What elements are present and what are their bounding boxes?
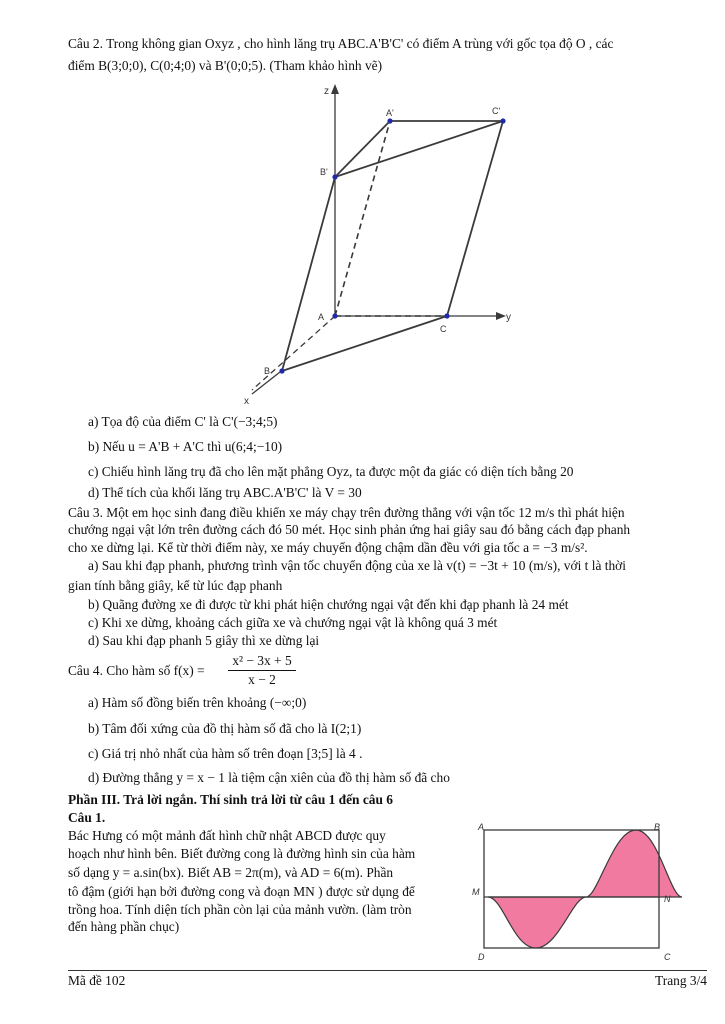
label-M: M — [472, 887, 480, 897]
label-z: z — [324, 86, 329, 97]
q3-line2: chướng ngại vật lớn trên đường cách đó 50 mét. Học sinh phản ứng hai giây sau đó bằng cách đạp phanh — [68, 522, 631, 537]
label-D: D — [478, 952, 485, 962]
label-B: B — [264, 366, 271, 376]
q3-line3: cho xe dừng lại. Kể từ thời điểm này, xe máy chuyển động chậm dần đều với gia tốc a = −3 m/s². — [68, 540, 588, 555]
part3-line1: Bác Hưng có một mảnh đất hình chữ nhật ABCD được quy — [68, 828, 386, 843]
q3-option-a-line2: gian tính bằng giây, kể từ lúc đạp phanh — [68, 578, 283, 593]
footer-exam-code: Mã đề 102 — [68, 973, 126, 988]
part3-q1-label: Câu 1. — [68, 810, 106, 825]
q3-option-a-line1: a) Sau khi đạp phanh, phương trình vận tốc chuyển động của xe là v(t) = −3t + 10 (m/s), với t là thời — [88, 558, 626, 573]
label-x: x — [244, 396, 249, 407]
q2-line1: Câu 2. Trong không gian Oxyz , cho hình lăng trụ ABC.A'B'C' có điểm A trùng với gốc tọa độ O , các — [68, 36, 614, 51]
q2-option-d: d) Thể tích của khối lăng trụ ABC.A'B'C' là V = 30 — [88, 485, 362, 500]
garden-figure — [468, 822, 688, 967]
q2-option-b: b) Nếu u = A'B + A'C thì u(6;4;−10) — [88, 439, 283, 454]
edge-B-B1 — [282, 177, 335, 371]
part3-line5: trồng hoa. Tính diện tích phần còn lại của mảnh vườn. (làm tròn — [68, 902, 412, 917]
q2-option-a: a) Tọa độ của điểm C' là C'(−3;4;5) — [88, 414, 278, 429]
q2-line2: điểm B(3;0;0), C(0;4;0) và B'(0;0;5). (Tham khảo hình vẽ) — [68, 58, 383, 73]
edge-B1-C1 — [335, 121, 503, 177]
label-y: y — [506, 312, 511, 323]
q3-line1: Câu 3. Một em học sinh đang điều khiển xe máy chạy trên đường thẳng với vận tốc 12 m/s thì phát hiện — [68, 505, 625, 520]
footer-divider — [68, 970, 707, 971]
label-B1: B' — [320, 167, 328, 177]
flower-region-right — [586, 830, 682, 897]
label-C: C — [664, 952, 671, 962]
label-C: C — [440, 324, 447, 334]
q3-option-c: c) Khi xe dừng, khoảng cách giữa xe và chướng ngại vật là không quá 3 mét — [88, 615, 498, 630]
q4-denominator: x − 2 — [248, 672, 276, 687]
edge-B-C — [282, 316, 447, 371]
part3-line3: số dạng y = a.sin(bx). Biết AB = 2π(m), và AD = 6(m). Phần — [68, 865, 394, 880]
q4-option-d: d) Đường thẳng y = x − 1 là tiệm cận xiên của đồ thị hàm số đã cho — [88, 770, 450, 785]
z-arrow — [331, 84, 339, 94]
part3-line4: tô đậm (giới hạn bởi đường cong và đoạn MN ) được sử dụng để — [68, 884, 415, 899]
part3-title: Phần III. Trả lời ngắn. Thí sinh trả lời từ câu 1 đến câu 6 — [68, 792, 393, 807]
label-N: N — [664, 894, 671, 904]
point-A1 — [387, 118, 392, 123]
point-A — [332, 313, 337, 318]
footer-page-number: Trang 3/4 — [655, 973, 707, 988]
q4-numerator: x² − 3x + 5 — [228, 652, 296, 671]
q3-option-d: d) Sau khi đạp phanh 5 giây thì xe dừng lại — [88, 633, 320, 648]
point-B1 — [332, 174, 337, 179]
point-C — [444, 313, 449, 318]
q4-option-a: a) Hàm số đồng biến trên khoảng (−∞;0) — [88, 695, 307, 710]
point-B — [279, 368, 284, 373]
q3-option-b: b) Quãng đường xe đi được từ khi phát hiện chướng ngại vật đến khi đạp phanh là 24 mét — [88, 597, 569, 612]
q4-fraction — [228, 652, 296, 689]
flower-region-left — [488, 897, 586, 948]
q4-intro: Câu 4. Cho hàm số f(x) = — [68, 663, 205, 678]
q4-option-b: b) Tâm đối xứng của đồ thị hàm số đã cho là I(2;1) — [88, 721, 362, 736]
edge-C-C1 — [447, 121, 503, 316]
label-A: A — [478, 822, 485, 832]
label-A1: A' — [386, 108, 394, 118]
label-B: B — [654, 822, 661, 832]
label-A: A — [318, 312, 325, 322]
part3-line2: hoạch như hình bên. Biết đường cong là đường hình sin của hàm — [68, 846, 416, 861]
label-C1: C' — [492, 106, 501, 116]
q2-option-c: c) Chiếu hình lăng trụ đã cho lên mặt phẳng Oyz, ta được một đa giác có diện tích bằng 20 — [88, 464, 574, 479]
part3-line6: đến hàng phần chục) — [68, 919, 180, 934]
point-C1 — [500, 118, 505, 123]
y-arrow — [496, 312, 506, 320]
q4-option-c: c) Giá trị nhỏ nhất của hàm số trên đoạn [3;5] là 4 . — [88, 746, 363, 761]
prism-figure — [230, 80, 520, 410]
